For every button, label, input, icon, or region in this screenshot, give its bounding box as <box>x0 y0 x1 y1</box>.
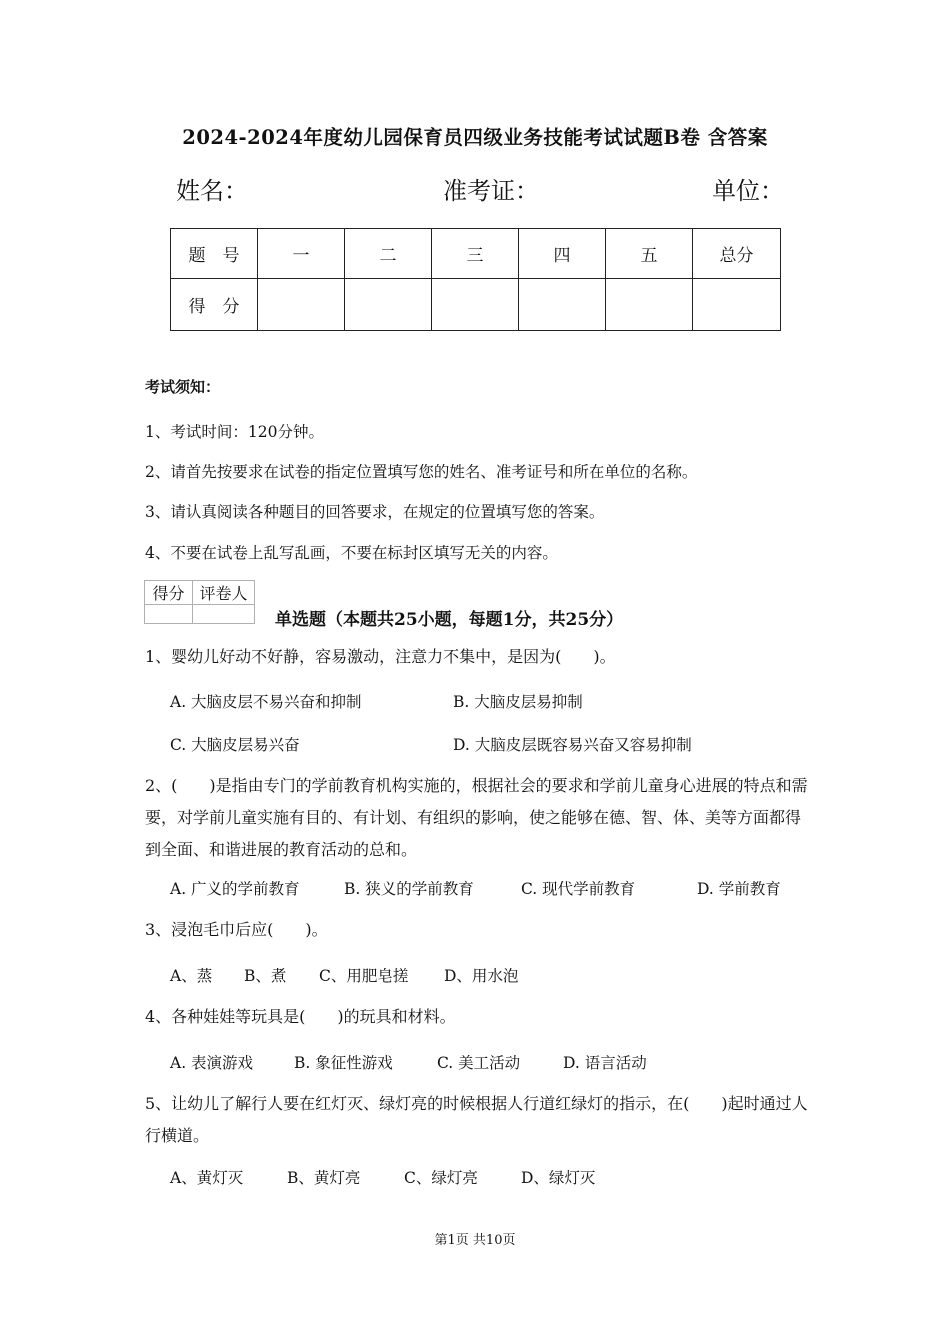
question-option: B、黄灯亮 <box>287 1169 361 1187</box>
question-option: C. 现代学前教育 <box>521 880 636 898</box>
question-option: D、绿灯灭 <box>521 1169 596 1187</box>
question-option: A. 大脑皮层不易兴奋和抑制 <box>170 693 362 711</box>
question-option: B. 大脑皮层易抑制 <box>453 693 583 711</box>
question-option: A、黄灯灭 <box>170 1169 244 1187</box>
candidate-info-row <box>0 171 950 205</box>
score-table-header-cell: 一 <box>258 229 345 279</box>
score-cell[interactable] <box>345 279 432 331</box>
name-label: 姓名： <box>176 177 248 205</box>
question-option: A、蒸 <box>170 967 213 985</box>
grader-score-cell[interactable] <box>145 605 193 624</box>
question-option: A. 广义的学前教育 <box>170 880 300 898</box>
score-table-header-row <box>171 229 781 279</box>
section-title: 单选题（本题共25小题，每题1分，共25分） <box>275 610 624 630</box>
score-cell[interactable] <box>693 279 781 331</box>
question-stem: 4、各种娃娃等玩具是( )的玩具和材料。 <box>145 1007 456 1026</box>
question-stem: 3、浸泡毛巾后应( )。 <box>145 920 328 939</box>
exam-number-label: 准考证： <box>443 177 539 205</box>
question-option: B. 象征性游戏 <box>294 1054 393 1072</box>
grader-reviewer-label: 评卷人 <box>193 581 255 605</box>
score-table-header-cell: 五 <box>606 229 693 279</box>
notice-item: 2、请首先按要求在试卷的指定位置填写您的姓名、准考证号和所在单位的名称。 <box>145 463 698 481</box>
notice-item: 3、请认真阅读各种题目的回答要求，在规定的位置填写您的答案。 <box>145 503 605 521</box>
question-option: B. 狭义的学前教育 <box>344 880 474 898</box>
notice-item: 4、不要在试卷上乱写乱画，不要在标封区填写无关的内容。 <box>145 544 558 562</box>
question-option: D. 语言活动 <box>563 1054 647 1072</box>
score-table-header-cell: 四 <box>519 229 606 279</box>
score-table-header-cell: 三 <box>432 229 519 279</box>
grader-box <box>144 580 255 624</box>
question-option: C. 大脑皮层易兴奋 <box>170 736 300 754</box>
question-option: B、煮 <box>244 967 287 985</box>
notice-item: 1、考试时间：120分钟。 <box>145 423 324 441</box>
grader-reviewer-cell[interactable] <box>193 605 255 624</box>
page-footer: 第1页 共10页 <box>434 1233 516 1248</box>
score-table-score-row <box>171 279 781 331</box>
score-table-header-cell: 总分 <box>693 229 781 279</box>
score-table-header-cell: 题 号 <box>171 229 258 279</box>
question-stem: 1、婴幼儿好动不好静，容易激动，注意力不集中，是因为( )。 <box>145 647 616 666</box>
question-stem: 5、让幼儿了解行人要在红灯灭、绿灯亮的时候根据人行道红绿灯的指示，在( )起时通过人行横道。 <box>145 1094 808 1145</box>
unit-label: 单位： <box>712 177 784 205</box>
score-cell[interactable] <box>519 279 606 331</box>
score-cell[interactable] <box>606 279 693 331</box>
score-table <box>170 228 781 331</box>
score-row-label: 得 分 <box>171 279 258 331</box>
question-option: D. 学前教育 <box>697 880 781 898</box>
question-option: D、用水泡 <box>444 967 519 985</box>
notice-heading: 考试须知： <box>145 378 221 396</box>
question-option: A. 表演游戏 <box>170 1054 254 1072</box>
question-option: C、用肥皂搓 <box>319 967 409 985</box>
question-option: C. 美工活动 <box>437 1054 521 1072</box>
score-cell[interactable] <box>432 279 519 331</box>
question-stem: 2、( )是指由专门的学前教育机构实施的，根据社会的要求和学前儿童身心进展的特点和需要，对学前儿童实施有目的、有计划、有组织的影响，使之能够在德、智、体、美等方面都得到全面、和谐进展的教育活动的总和。 <box>145 776 808 859</box>
page-title: 2024-2024年度幼儿园保育员四级业务技能考试试题B卷 含答案 <box>182 126 768 149</box>
grader-score-label: 得分 <box>145 581 193 605</box>
score-cell[interactable] <box>258 279 345 331</box>
score-table-header-cell: 二 <box>345 229 432 279</box>
question-option: D. 大脑皮层既容易兴奋又容易抑制 <box>453 736 692 754</box>
question-option: C、绿灯亮 <box>404 1169 478 1187</box>
